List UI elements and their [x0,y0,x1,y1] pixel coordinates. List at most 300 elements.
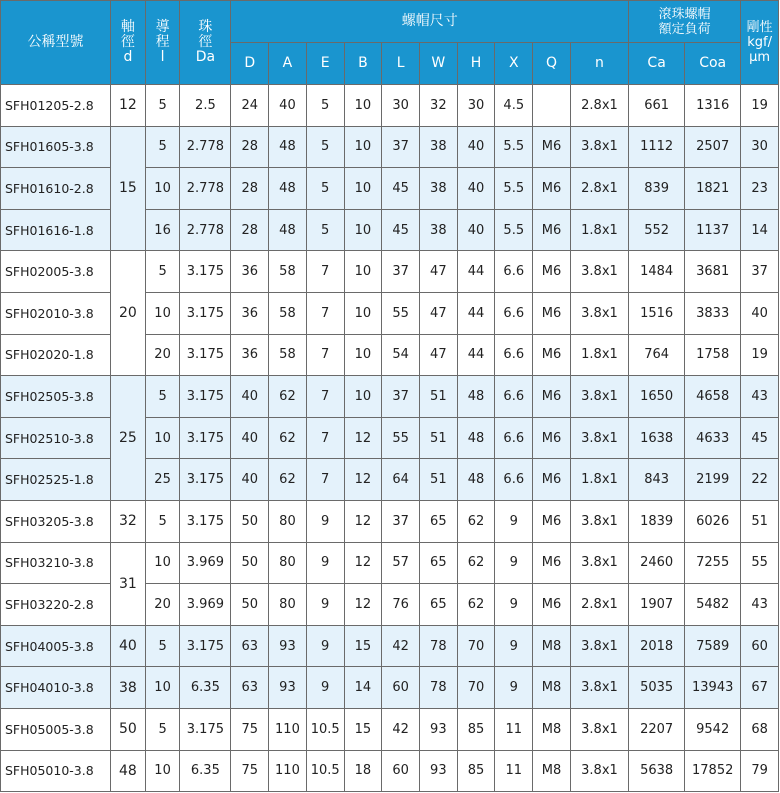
cell-lead: 16 [145,209,180,251]
cell-D: 63 [231,667,269,709]
cell-W: 51 [419,459,457,501]
cell-L: 37 [382,126,420,168]
table-body [1,85,779,792]
table-row [1,708,779,750]
cell-lead: 10 [145,667,180,709]
cell-Q: M8 [533,750,571,792]
cell-X: 9 [495,542,533,584]
cell-Coa: 1758 [685,334,741,376]
cell-Q: M6 [533,334,571,376]
cell-B: 12 [344,417,382,459]
cell-n: 1.8x1 [570,459,628,501]
cell-Q: M6 [533,584,571,626]
cell-ball-diameter: 3.969 [180,542,231,584]
cell-Coa: 1316 [685,85,741,127]
cell-W: 47 [419,251,457,293]
cell-Q [533,85,571,127]
cell-ball-diameter: 3.175 [180,500,231,542]
cell-W: 38 [419,126,457,168]
cell-rigidity: 55 [741,542,779,584]
cell-B: 12 [344,584,382,626]
cell-X: 9 [495,667,533,709]
cell-L: 37 [382,500,420,542]
cell-Q: M6 [533,459,571,501]
cell-X: 11 [495,708,533,750]
header-shaft-line-2: 徑 [120,34,135,50]
cell-model: SFH02510-3.8 [1,417,111,459]
cell-B: 10 [344,209,382,251]
cell-Ca: 843 [629,459,685,501]
cell-H: 85 [457,750,495,792]
cell-E: 9 [306,542,344,584]
cell-n: 3.8x1 [570,500,628,542]
cell-Ca: 1638 [629,417,685,459]
cell-ball-diameter: 3.175 [180,334,231,376]
cell-Coa: 4633 [685,417,741,459]
header-load-line-1: 滾珠螺帽 [658,6,711,22]
cell-L: 55 [382,292,420,334]
cell-D: 40 [231,417,269,459]
cell-lead: 5 [145,625,180,667]
cell-ball-diameter: 6.35 [180,750,231,792]
cell-E: 5 [306,168,344,210]
header-shaft-diameter [111,1,146,85]
header-lead-line-2: 程 [155,34,170,50]
header-col-Coa: Coa [685,43,741,85]
cell-Q: M8 [533,625,571,667]
cell-W: 47 [419,292,457,334]
cell-W: 51 [419,376,457,418]
cell-Ca: 5638 [629,750,685,792]
cell-shaft-diameter: 40 [111,625,146,667]
cell-A: 110 [269,708,307,750]
cell-ball-diameter: 6.35 [180,667,231,709]
cell-D: 28 [231,126,269,168]
cell-L: 37 [382,251,420,293]
cell-model: SFH05005-3.8 [1,708,111,750]
table-row [1,126,779,168]
cell-shaft-diameter: 25 [111,376,146,501]
cell-W: 47 [419,334,457,376]
cell-L: 42 [382,625,420,667]
cell-L: 45 [382,168,420,210]
cell-B: 10 [344,292,382,334]
cell-D: 40 [231,376,269,418]
cell-E: 9 [306,667,344,709]
header-ball-line-1: 珠 [198,19,213,35]
cell-L: 54 [382,334,420,376]
cell-A: 110 [269,750,307,792]
cell-D: 28 [231,209,269,251]
cell-rigidity: 22 [741,459,779,501]
cell-B: 10 [344,376,382,418]
cell-rigidity: 43 [741,584,779,626]
cell-Q: M8 [533,667,571,709]
cell-B: 15 [344,708,382,750]
cell-L: 57 [382,542,420,584]
cell-rigidity: 43 [741,376,779,418]
cell-model: SFH01616-1.8 [1,209,111,251]
cell-rigidity: 19 [741,334,779,376]
cell-ball-diameter: 3.175 [180,459,231,501]
cell-Ca: 2018 [629,625,685,667]
cell-ball-diameter: 3.175 [180,417,231,459]
cell-B: 18 [344,750,382,792]
cell-model: SFH02010-3.8 [1,292,111,334]
cell-ball-diameter: 3.175 [180,708,231,750]
cell-B: 10 [344,126,382,168]
cell-H: 70 [457,625,495,667]
table-row [1,750,779,792]
header-col-X: X [495,43,533,85]
cell-W: 38 [419,209,457,251]
header-shaft-line-1: 軸 [120,19,135,35]
cell-n: 3.8x1 [570,667,628,709]
table-row [1,251,779,293]
cell-L: 60 [382,667,420,709]
cell-model: SFH02505-3.8 [1,376,111,418]
cell-W: 65 [419,500,457,542]
header-col-n: n [570,43,628,85]
header-col-Ca: Ca [629,43,685,85]
cell-E: 5 [306,126,344,168]
cell-Ca: 839 [629,168,685,210]
cell-L: 30 [382,85,420,127]
cell-Coa: 1821 [685,168,741,210]
cell-lead: 10 [145,292,180,334]
cell-Ca: 1839 [629,500,685,542]
cell-rigidity: 51 [741,500,779,542]
cell-rigidity: 23 [741,168,779,210]
table-header [1,1,779,85]
cell-W: 51 [419,417,457,459]
cell-W: 32 [419,85,457,127]
header-nut-dimensions: 螺帽尺寸 [231,1,629,43]
cell-Coa: 3681 [685,251,741,293]
cell-E: 7 [306,459,344,501]
cell-Q: M6 [533,542,571,584]
cell-Coa: 5482 [685,584,741,626]
cell-model: SFH01205-2.8 [1,85,111,127]
cell-n: 3.8x1 [570,251,628,293]
cell-A: 48 [269,168,307,210]
cell-n: 3.8x1 [570,542,628,584]
cell-E: 7 [306,251,344,293]
cell-lead: 10 [145,542,180,584]
cell-H: 48 [457,376,495,418]
cell-ball-diameter: 3.175 [180,625,231,667]
cell-E: 5 [306,209,344,251]
cell-shaft-diameter: 15 [111,126,146,251]
cell-D: 28 [231,168,269,210]
cell-B: 12 [344,500,382,542]
cell-D: 75 [231,750,269,792]
cell-Ca: 1907 [629,584,685,626]
cell-X: 5.5 [495,126,533,168]
cell-L: 37 [382,376,420,418]
cell-H: 44 [457,251,495,293]
cell-X: 4.5 [495,85,533,127]
cell-W: 78 [419,625,457,667]
table-row [1,85,779,127]
cell-A: 58 [269,251,307,293]
cell-Ca: 1112 [629,126,685,168]
cell-B: 12 [344,459,382,501]
cell-Q: M6 [533,209,571,251]
cell-rigidity: 30 [741,126,779,168]
cell-Ca: 1650 [629,376,685,418]
cell-Coa: 13943 [685,667,741,709]
cell-lead: 5 [145,708,180,750]
cell-n: 1.8x1 [570,334,628,376]
cell-A: 62 [269,376,307,418]
header-col-D: D [231,43,269,85]
cell-model: SFH02005-3.8 [1,251,111,293]
cell-Ca: 661 [629,85,685,127]
cell-X: 9 [495,500,533,542]
cell-ball-diameter: 2.778 [180,126,231,168]
cell-D: 36 [231,251,269,293]
cell-H: 44 [457,334,495,376]
cell-lead: 5 [145,500,180,542]
cell-A: 58 [269,334,307,376]
header-rigidity-line-3: μm [749,50,771,65]
cell-n: 3.8x1 [570,708,628,750]
cell-X: 6.6 [495,334,533,376]
cell-D: 50 [231,542,269,584]
header-col-B: B [344,43,382,85]
cell-lead: 25 [145,459,180,501]
cell-n: 2.8x1 [570,85,628,127]
cell-lead: 5 [145,85,180,127]
cell-n: 1.8x1 [570,209,628,251]
cell-ball-diameter: 3.175 [180,251,231,293]
cell-A: 93 [269,625,307,667]
cell-W: 93 [419,708,457,750]
header-load-line-2: 額定負荷 [658,21,711,37]
cell-shaft-diameter: 38 [111,667,146,709]
cell-lead: 5 [145,251,180,293]
header-model: 公稱型號 [1,1,111,85]
cell-model: SFH01610-2.8 [1,168,111,210]
cell-Ca: 2460 [629,542,685,584]
cell-A: 80 [269,542,307,584]
cell-ball-diameter: 3.969 [180,584,231,626]
cell-shaft-diameter: 12 [111,85,146,127]
cell-Ca: 764 [629,334,685,376]
cell-X: 9 [495,625,533,667]
cell-model: SFH01605-3.8 [1,126,111,168]
cell-Coa: 1137 [685,209,741,251]
cell-X: 6.6 [495,376,533,418]
header-lead-line-3: l [160,49,165,65]
cell-Coa: 6026 [685,500,741,542]
table-row [1,667,779,709]
header-col-W: W [419,43,457,85]
cell-X: 6.6 [495,459,533,501]
cell-X: 9 [495,584,533,626]
cell-Coa: 7255 [685,542,741,584]
cell-n: 3.8x1 [570,750,628,792]
cell-H: 40 [457,209,495,251]
cell-B: 10 [344,251,382,293]
cell-Coa: 17852 [685,750,741,792]
cell-A: 48 [269,209,307,251]
cell-H: 40 [457,168,495,210]
header-rigidity-line-1: 剛性 [746,20,773,35]
cell-Coa: 2507 [685,126,741,168]
cell-L: 64 [382,459,420,501]
cell-W: 78 [419,667,457,709]
cell-X: 6.6 [495,292,533,334]
cell-A: 80 [269,500,307,542]
cell-ball-diameter: 2.778 [180,168,231,210]
cell-A: 40 [269,85,307,127]
header-rated-load [629,1,741,43]
cell-rigidity: 19 [741,85,779,127]
cell-W: 65 [419,542,457,584]
cell-E: 10.5 [306,708,344,750]
cell-Coa: 7589 [685,625,741,667]
table-row [1,500,779,542]
header-col-Q: Q [533,43,571,85]
cell-lead: 10 [145,750,180,792]
header-shaft-line-3: d [123,49,133,65]
cell-B: 10 [344,334,382,376]
cell-B: 14 [344,667,382,709]
cell-L: 42 [382,708,420,750]
cell-X: 6.6 [495,417,533,459]
cell-W: 65 [419,584,457,626]
cell-ball-diameter: 3.175 [180,292,231,334]
cell-ball-diameter: 2.5 [180,85,231,127]
cell-Q: M6 [533,417,571,459]
cell-Q: M6 [533,251,571,293]
header-col-L: L [382,43,420,85]
cell-lead: 10 [145,417,180,459]
cell-E: 7 [306,376,344,418]
cell-Ca: 5035 [629,667,685,709]
cell-H: 85 [457,708,495,750]
cell-H: 40 [457,126,495,168]
cell-B: 10 [344,168,382,210]
cell-model: SFH03205-3.8 [1,500,111,542]
cell-shaft-diameter: 20 [111,251,146,376]
cell-A: 62 [269,417,307,459]
cell-X: 6.6 [495,251,533,293]
cell-E: 9 [306,584,344,626]
cell-H: 62 [457,500,495,542]
cell-A: 62 [269,459,307,501]
cell-E: 9 [306,625,344,667]
cell-A: 48 [269,126,307,168]
cell-B: 12 [344,542,382,584]
cell-D: 63 [231,625,269,667]
cell-Ca: 1516 [629,292,685,334]
cell-n: 3.8x1 [570,625,628,667]
cell-rigidity: 14 [741,209,779,251]
cell-shaft-diameter: 48 [111,750,146,792]
cell-Q: M8 [533,708,571,750]
header-rigidity [741,1,779,85]
cell-lead: 10 [145,168,180,210]
cell-rigidity: 37 [741,251,779,293]
cell-model: SFH03210-3.8 [1,542,111,584]
cell-Q: M6 [533,292,571,334]
cell-X: 5.5 [495,209,533,251]
cell-A: 93 [269,667,307,709]
cell-D: 50 [231,500,269,542]
cell-X: 11 [495,750,533,792]
cell-W: 38 [419,168,457,210]
cell-L: 60 [382,750,420,792]
cell-Q: M6 [533,168,571,210]
header-lead-line-1: 導 [155,19,170,35]
cell-lead: 20 [145,584,180,626]
cell-n: 3.8x1 [570,126,628,168]
cell-lead: 5 [145,376,180,418]
header-col-E: E [306,43,344,85]
cell-Q: M6 [533,500,571,542]
table-row [1,376,779,418]
cell-model: SFH05010-3.8 [1,750,111,792]
cell-E: 5 [306,85,344,127]
cell-E: 9 [306,500,344,542]
cell-X: 5.5 [495,168,533,210]
cell-E: 7 [306,417,344,459]
cell-shaft-diameter: 50 [111,708,146,750]
cell-Coa: 9542 [685,708,741,750]
cell-Ca: 2207 [629,708,685,750]
header-lead [145,1,180,85]
cell-D: 50 [231,584,269,626]
cell-model: SFH04005-3.8 [1,625,111,667]
cell-lead: 20 [145,334,180,376]
cell-n: 3.8x1 [570,292,628,334]
cell-rigidity: 60 [741,625,779,667]
cell-A: 80 [269,584,307,626]
cell-D: 36 [231,334,269,376]
cell-E: 7 [306,292,344,334]
cell-n: 3.8x1 [570,376,628,418]
cell-rigidity: 40 [741,292,779,334]
header-ball-line-2: 徑 [198,34,213,50]
table-row [1,625,779,667]
cell-B: 10 [344,85,382,127]
cell-Coa: 2199 [685,459,741,501]
cell-model: SFH02525-1.8 [1,459,111,501]
header-ball-diameter [180,1,231,85]
cell-A: 58 [269,292,307,334]
header-ball-line-3: Da [195,49,216,65]
cell-W: 93 [419,750,457,792]
cell-model: SFH03220-2.8 [1,584,111,626]
cell-D: 24 [231,85,269,127]
table-row [1,542,779,584]
cell-model: SFH04010-3.8 [1,667,111,709]
cell-rigidity: 79 [741,750,779,792]
cell-rigidity: 68 [741,708,779,750]
cell-Q: M6 [533,126,571,168]
cell-H: 70 [457,667,495,709]
cell-D: 36 [231,292,269,334]
header-col-H: H [457,43,495,85]
cell-L: 55 [382,417,420,459]
cell-H: 48 [457,459,495,501]
cell-H: 62 [457,542,495,584]
cell-E: 10.5 [306,750,344,792]
cell-shaft-diameter: 32 [111,500,146,542]
